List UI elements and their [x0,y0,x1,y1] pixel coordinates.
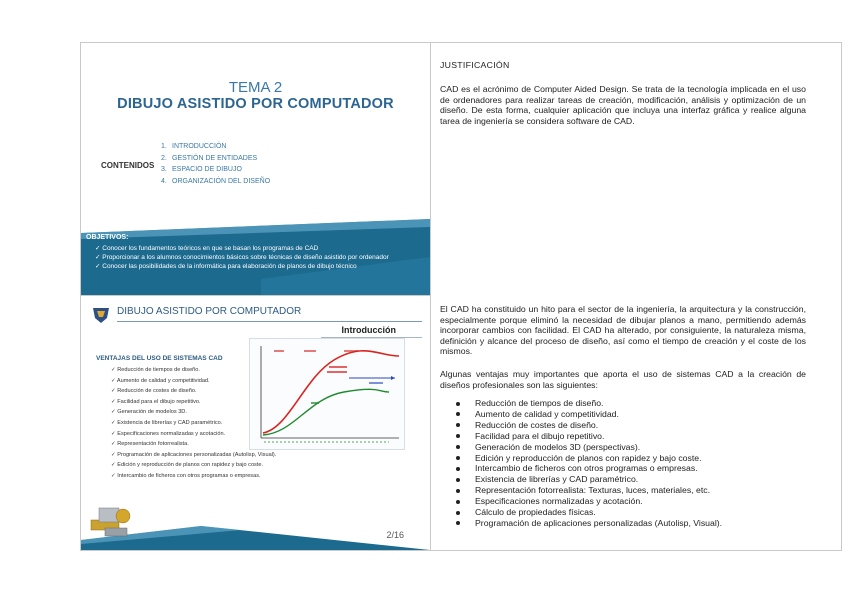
slide-subtitle: DIBUJO ASISTIDO POR COMPUTADOR [117,96,394,112]
slide-title: TEMA 2 [228,79,283,96]
contents-list [161,141,270,187]
list-item: ✓ Conocer las posibilidades de la informática para elaboración de planos de dibujo técnico [95,263,357,270]
paragraph: El CAD ha constituido un hito para el sector de la ingeniería, la arquitectura y la construcción, especialmente porque eliminó la necesidad de dibujar planos a mano, permitiendo además incorporar cambios con facilidad. El CAD ha alterado, por consiguiente, la naturaleza misma, definición y alcance del proceso de diseño, así como el tiempo de creación y el coste de los mismos. [440,304,806,357]
slide-header: DIBUJO ASISTIDO POR COMPUTADOR [117,306,302,317]
objectives-label: OBJETIVOS: [86,234,129,241]
list-item: Edición y reproducción de planos con rapidez y bajo coste. [475,453,815,464]
objectives-list [95,244,415,271]
list-item: ✓ Reducción de costes de diseño. [111,388,197,395]
list-item: ✓ Facilidad para el dibujo repetitivo. [111,398,201,405]
page-number: 2/16 [386,530,404,540]
header-rule [117,321,422,322]
list-item: Aumento de calidad y competitividad. [475,409,815,420]
contents-label: CONTENIDOS [101,161,155,170]
list-item: Especificaciones normalizadas y acotación. [475,496,815,507]
column-divider [430,42,431,551]
list-item: Reducción de costes de diseño. [475,420,815,431]
list-item: Facilidad para el dibujo repetitivo. [475,431,815,442]
paragraph: Algunas ventajas muy importantes que aporta el uso de sistemas CAD a la creación de diseños profesionales son las siguientes: [440,369,806,390]
list-item: ✓ Edición y reproducción de planos con rapidez y bajo coste. [111,462,264,469]
list-item: Programación de aplicaciones personalizadas (Autolisp, Visual). [475,518,815,529]
list-item: 2. GESTIÓN DE ENTIDADES [161,154,258,162]
list-item: 3. ESPACIO DE DIBUJO [161,166,242,173]
advantages-bullets [475,398,815,529]
slide-bottom-band [81,496,430,550]
list-item: ✓ Generación de modelos 3D. [111,409,187,416]
list-item: Representación fotorrealista: Texturas, luces, materiales, etc. [475,485,815,496]
list-item: ✓ Conocer los fundamentos teóricos en que se basan los programas de CAD [95,245,319,252]
cad-curve-illustration [249,338,405,450]
list-item: Reducción de tiempos de diseño. [475,398,815,409]
section-title: Introducción [341,325,396,335]
list-item: ✓ Reducción de tiempos de diseño. [111,367,200,373]
list-item: Cálculo de propiedades físicas. [475,507,815,518]
list-item: Existencia de librerías y CAD paramétrico. [475,474,815,485]
list-item: ✓ Programación de aplicaciones personalizadas (Autolisp, Visual). [111,451,277,458]
list-item: Intercambio de ficheros con otros programas o empresas. [475,463,815,474]
advantages-title: VENTAJAS DEL USO DE SISTEMAS CAD [96,355,223,362]
paragraph: CAD es el acrónimo de Computer Aided Design. Se trata de la tecnología implicada en el uso de ordenadores para realizar tareas de creación, modificación, análisis y optimización de un diseño. De esta forma, cualquier aplicación que incluya una interfaz gráfica y realice alguna tarea de ingeniería se considera software de CAD. [440,84,806,126]
list-item: ✓ Intercambio de ficheros con otros programas o empresas. [111,472,261,479]
slide-1 [81,43,430,295]
list-item: ✓ Proporcionar a los alumnos conocimientos básicos sobre técnicas de diseño asistido por ordenador [95,254,389,261]
list-item: Generación de modelos 3D (perspectivas). [475,442,815,453]
list-item: ✓ Representación fotorrealista. [111,441,189,448]
list-item: ✓ Existencia de librerías y CAD paramétrico. [111,419,223,426]
shield-logo-icon [91,306,111,324]
list-item: 4. ORGANIZACIÓN DEL DISEÑO [161,177,271,185]
list-item: 1. INTRODUCCIÓN [161,143,227,150]
slide-2 [81,296,430,550]
list-item: ✓ Aumento de calidad y competitividad. [111,377,210,384]
list-item: ✓ Especificaciones normalizadas y acotación. [111,430,226,437]
section-heading: JUSTIFICACIÓN [440,60,510,70]
